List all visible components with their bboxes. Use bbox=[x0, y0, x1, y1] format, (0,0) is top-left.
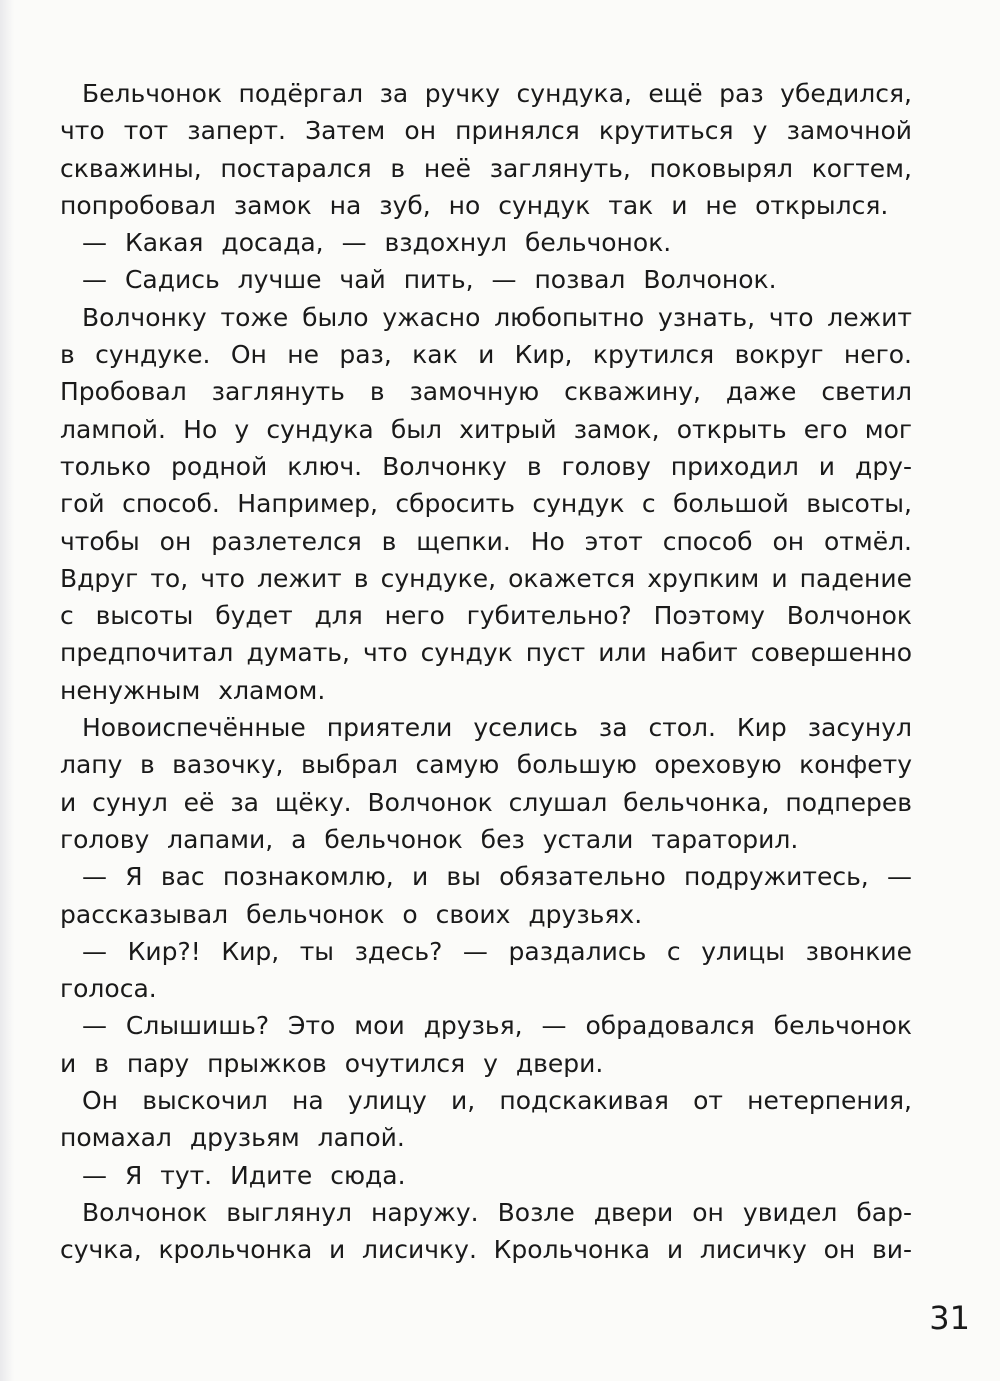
text-line: что тот заперт. Затем он принялся крутиться у замочной bbox=[60, 116, 912, 146]
text-line: помахал друзьям лапой. bbox=[60, 1123, 405, 1153]
text-line: чтобы он разлетелся в щепки. Но этот способ он отмёл. bbox=[60, 526, 912, 556]
text-line: Бельчонок подёргал за ручку сундука, ещё раз убедился, bbox=[82, 79, 912, 108]
text-line: предпочитал думать, что сундук пуст или набит совершенно bbox=[60, 638, 912, 668]
paragraph bbox=[60, 1007, 912, 1082]
text-line: и сунул её за щёку. Волчонок слушал бельчонка, подперев bbox=[60, 787, 912, 817]
text-line: попробовал замок на зуб, но сундук так и не открылся. bbox=[60, 190, 889, 220]
text-line: Вдруг то, что лежит в сундуке, окажется хрупким и падение bbox=[60, 563, 912, 593]
text-line: — Слышишь? Это мои друзья, — обрадовался бельчонок bbox=[82, 1011, 912, 1041]
paragraph bbox=[60, 858, 912, 933]
paragraph bbox=[60, 299, 912, 709]
text-line: голову лапами, а бельчонок без устали тараторил. bbox=[60, 824, 799, 854]
text-line: с высоты будет для него губительно? Поэтому Волчонок bbox=[60, 601, 912, 631]
paragraph bbox=[60, 261, 912, 298]
text-line: Новоиспечённые приятели уселись за стол. Кир засунул bbox=[82, 713, 912, 743]
text-line: Волчонок выглянул наружу. Возле двери он увидел бар- bbox=[82, 1197, 912, 1227]
text-line: рассказывал бельчонок о своих друзьях. bbox=[60, 899, 643, 929]
text-line: лапу в вазочку, выбрал самую большую ореховую конфету bbox=[60, 750, 912, 780]
page-number: 31 bbox=[929, 1299, 970, 1337]
text-line: — Садись лучше чай пить, — позвал Волчонок. bbox=[82, 265, 777, 295]
paragraph bbox=[60, 1157, 912, 1194]
text-line: голоса. bbox=[60, 974, 157, 1004]
paragraph bbox=[60, 709, 912, 858]
text-line: — Кир?! Кир, ты здесь? — раздались с улицы звонкие bbox=[82, 936, 912, 966]
text-line: — Какая досада, — вздохнул бельчонок. bbox=[82, 228, 672, 258]
text-line: сучка, крольчонка и лисичку. Крольчонка и лисичку он ви- bbox=[60, 1235, 912, 1265]
text-line: скважины, постарался в неё заглянуть, поковырял когтем, bbox=[60, 153, 912, 183]
text-line: и в пару прыжков очутился у двери. bbox=[60, 1048, 604, 1078]
text-line: Волчонку тоже было ужасно любопытно узнать, что лежит bbox=[82, 302, 912, 332]
text-line: Он выскочил на улицу и, подскакивая от нетерпения, bbox=[82, 1086, 912, 1116]
text-line: лампой. Но у сундука был хитрый замок, открыть его мог bbox=[60, 414, 912, 444]
text-line: в сундуке. Он не раз, как и Кир, крутился вокруг него. bbox=[60, 340, 912, 370]
text-line: Пробовал заглянуть в замочную скважину, даже светил bbox=[60, 377, 912, 407]
paragraph bbox=[60, 933, 912, 1008]
text-line: — Я вас познакомлю, и вы обязательно подружитесь, — bbox=[82, 862, 912, 892]
paragraph bbox=[60, 1194, 912, 1269]
text-line: — Я тут. Идите сюда. bbox=[82, 1160, 406, 1190]
text-line: гой способ. Например, сбросить сундук с большой высоты, bbox=[60, 489, 912, 519]
text-line: ненужным хламом. bbox=[60, 675, 326, 705]
paragraph bbox=[60, 75, 912, 224]
paragraph bbox=[60, 1082, 912, 1157]
paragraph bbox=[60, 224, 912, 261]
page-body-text bbox=[60, 75, 912, 1269]
text-line: только родной ключ. Волчонку в голову приходил и дру- bbox=[60, 451, 912, 481]
page-edge-shadow bbox=[0, 0, 14, 1381]
